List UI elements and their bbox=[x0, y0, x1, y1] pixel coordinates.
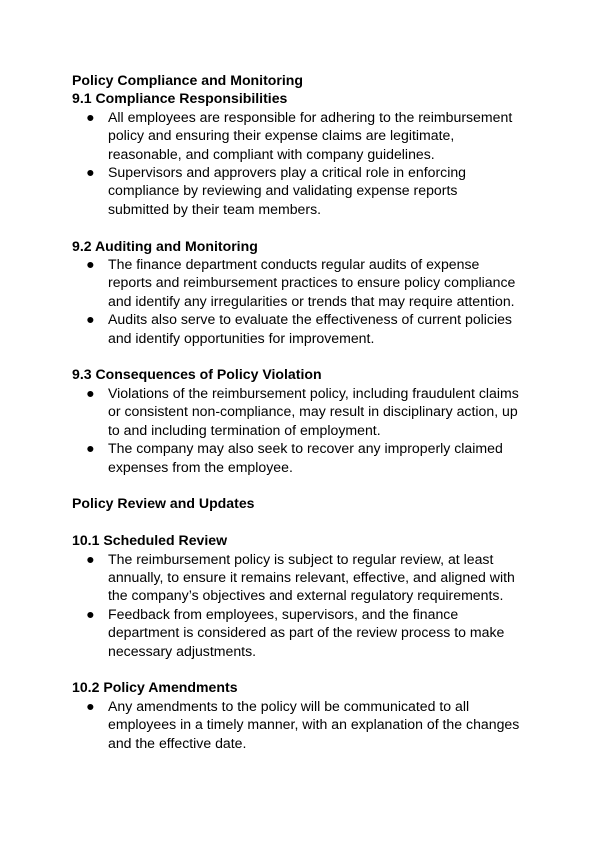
bullet-icon: ● bbox=[86, 256, 95, 273]
bullet-list bbox=[72, 384, 522, 476]
document-page bbox=[72, 71, 522, 752]
list-item-text: Violations of the reimbursement policy, including fraudulent claims or consistent non-compliance, may result in disciplinary action, up to and including termination of employment. bbox=[108, 384, 519, 438]
subsection-title: 10.2 Policy Amendments bbox=[72, 679, 238, 696]
list-item-text: All employees are responsible for adhering to the reimbursement policy and ensuring their expense claims are legitimate, reasonable, and compliant with company guidelines. bbox=[108, 108, 513, 162]
bullet-icon: ● bbox=[86, 164, 95, 181]
bullet-list bbox=[72, 108, 522, 218]
spacer bbox=[72, 218, 522, 236]
subsection-title: 9.2 Auditing and Monitoring bbox=[72, 237, 258, 254]
section-title: Policy Compliance and Monitoring bbox=[72, 72, 303, 88]
list-item-text: Any amendments to the policy will be communicated to all employees in a timely manner, with an explanation of the changes and the effective date. bbox=[108, 697, 520, 751]
bullet-icon: ● bbox=[86, 311, 95, 328]
list-item bbox=[72, 384, 522, 439]
list-item bbox=[72, 255, 522, 310]
list-item bbox=[72, 605, 522, 660]
list-item-text: Supervisors and approvers play a critical role in enforcing compliance by reviewing and validating expense reports submitted by their team members. bbox=[108, 164, 467, 217]
subsection-title: 9.1 Compliance Responsibilities bbox=[72, 90, 288, 107]
list-item-text: The company may also seek to recover any improperly claimed expenses from the employee. bbox=[108, 440, 503, 475]
bullet-icon: ● bbox=[86, 440, 95, 457]
spacer bbox=[72, 476, 522, 494]
list-item bbox=[72, 310, 522, 347]
spacer bbox=[72, 513, 522, 531]
list-item bbox=[72, 108, 522, 163]
list-item-text: Feedback from employees, supervisors, and the finance department is considered as part of the review process to make necessary adjustments. bbox=[108, 605, 505, 659]
list-item bbox=[72, 163, 522, 218]
bullet-list bbox=[72, 255, 522, 347]
bullet-icon: ● bbox=[86, 550, 95, 567]
spacer bbox=[72, 347, 522, 365]
bullet-icon: ● bbox=[86, 697, 95, 714]
bullet-list bbox=[72, 550, 522, 660]
list-item bbox=[72, 439, 522, 476]
subsection-title: 9.3 Consequences of Policy Violation bbox=[72, 366, 322, 383]
list-item-text: The reimbursement policy is subject to regular review, at least annually, to ensure it remains relevant, effective, and aligned with the company’s objectives and external regulatory requirements. bbox=[108, 550, 515, 604]
subsection-title: 10.1 Scheduled Review bbox=[72, 532, 228, 549]
section-title: Policy Review and Updates bbox=[72, 495, 255, 512]
bullet-icon: ● bbox=[86, 384, 95, 401]
list-item bbox=[72, 550, 522, 605]
list-item-text: The finance department conducts regular audits of expense reports and reimbursement practices to ensure policy compliance and identify any irregularities or trends that may require attention. bbox=[108, 256, 516, 309]
bullet-icon: ● bbox=[86, 108, 95, 125]
list-item bbox=[72, 697, 522, 752]
list-item-text: Audits also serve to evaluate the effectiveness of current policies and identify opportunities for improvement. bbox=[108, 311, 512, 346]
spacer bbox=[72, 660, 522, 678]
bullet-icon: ● bbox=[86, 605, 95, 622]
bullet-list bbox=[72, 697, 522, 752]
